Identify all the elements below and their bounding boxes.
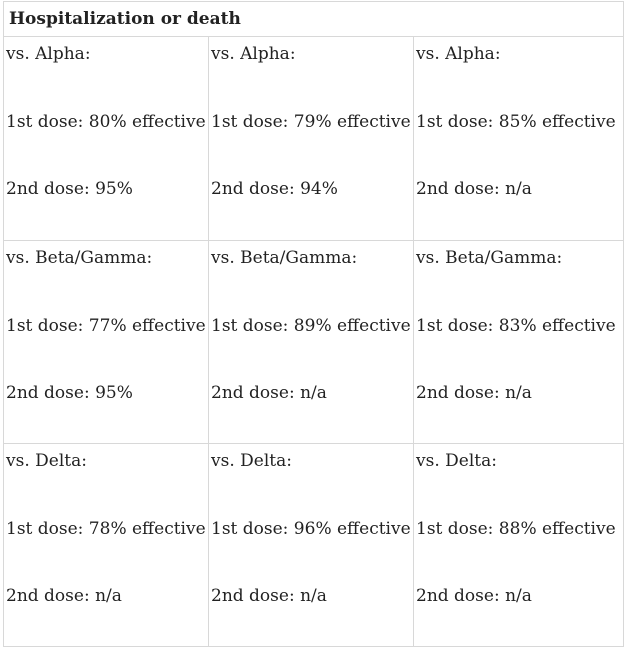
second-dose-value: 2nd dose: n/a [6,586,122,606]
second-dose-value: 2nd dose: n/a [416,383,532,403]
variant-label: vs. Alpha: [6,44,91,64]
variant-label: vs. Alpha: [211,44,296,64]
table-cell [414,241,624,444]
second-dose-value: 2nd dose: 95% [6,383,133,403]
second-dose-value: 2nd dose: n/a [416,179,532,199]
variant-label: vs. Alpha: [416,44,501,64]
table-header-row [4,2,624,37]
table-row [4,241,624,444]
first-dose-value: 1st dose: 96% effective [211,519,411,539]
variant-label: vs. Beta/Gamma: [416,248,563,268]
table-row [4,444,624,647]
first-dose-value: 1st dose: 83% effective [416,316,616,336]
table-cell [414,444,624,647]
effectiveness-table [3,1,624,647]
table-cell [209,444,414,647]
second-dose-value: 2nd dose: n/a [211,383,327,403]
table-cell [209,37,414,241]
second-dose-value: 2nd dose: n/a [211,586,327,606]
first-dose-value: 1st dose: 85% effective [416,112,616,132]
first-dose-value: 1st dose: 77% effective [6,316,206,336]
second-dose-value: 2nd dose: 95% [6,179,133,199]
table-title: Hospitalization or death [4,2,624,37]
first-dose-value: 1st dose: 89% effective [211,316,411,336]
second-dose-value: 2nd dose: 94% [211,179,338,199]
table-cell [4,241,209,444]
table-cell [4,37,209,241]
first-dose-value: 1st dose: 80% effective [6,112,206,132]
variant-label: vs. Beta/Gamma: [6,248,153,268]
first-dose-value: 1st dose: 88% effective [416,519,616,539]
first-dose-value: 1st dose: 79% effective [211,112,411,132]
table-cell [414,37,624,241]
second-dose-value: 2nd dose: n/a [416,586,532,606]
table-cell [209,241,414,444]
table-cell [4,444,209,647]
variant-label: vs. Delta: [6,451,87,471]
variant-label: vs. Delta: [211,451,292,471]
first-dose-value: 1st dose: 78% effective [6,519,206,539]
table-row [4,37,624,241]
variant-label: vs. Beta/Gamma: [211,248,358,268]
variant-label: vs. Delta: [416,451,497,471]
